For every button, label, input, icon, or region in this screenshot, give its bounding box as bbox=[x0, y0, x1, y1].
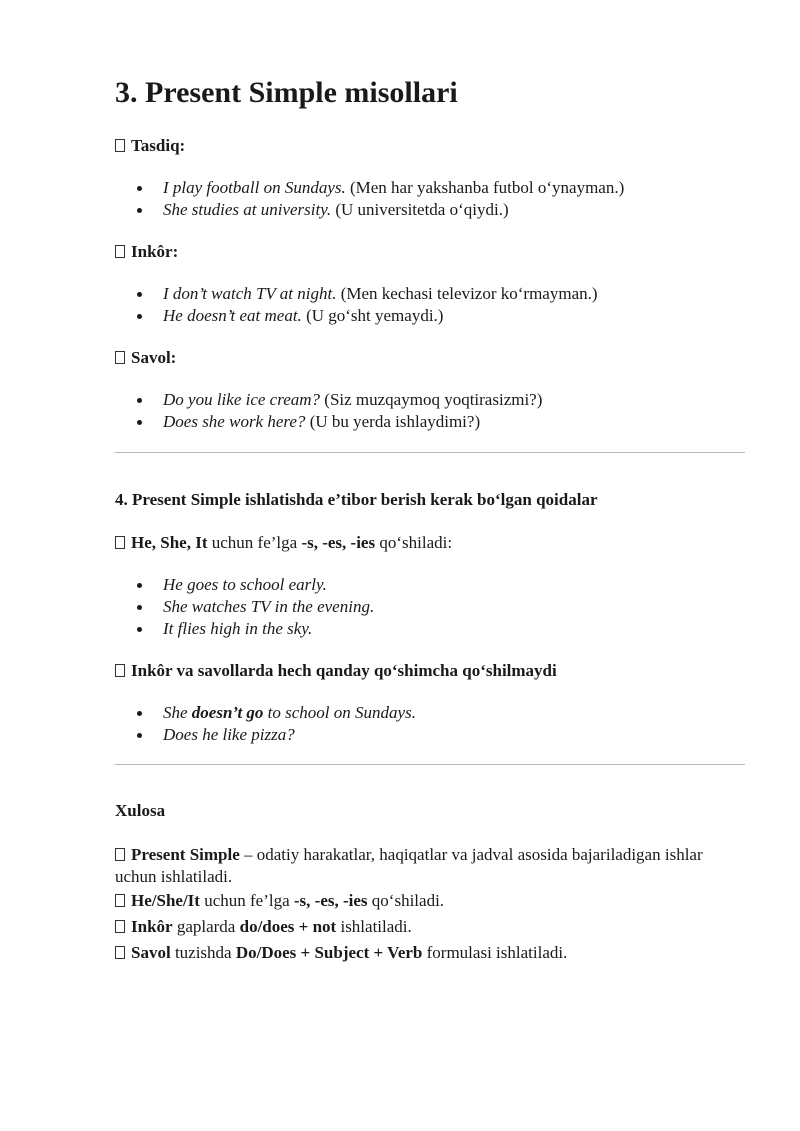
horizontal-divider bbox=[115, 764, 745, 765]
tasdiq-heading: Tasdiq: bbox=[115, 135, 185, 157]
rule-2-heading: Inkôr va savollarda hech qanday qo‘shimcha qo‘shilmaydi bbox=[115, 660, 557, 682]
summary-point-1: Present Simple – odatiy harakatlar, haqiqatlar va jadval asosida bajariladigan ishlar uchun ishlatiladi. bbox=[115, 845, 703, 886]
savol-heading: Savol: bbox=[115, 347, 176, 369]
bullet-icon bbox=[137, 627, 142, 632]
missing-glyph-icon bbox=[115, 245, 125, 258]
rule-1-text: He, She, It uchun fe’lga -s, -es, -ies qo‘shiladi: bbox=[115, 532, 452, 554]
bullet-icon bbox=[137, 398, 142, 403]
bullet-icon bbox=[137, 420, 142, 425]
summary-point-4: Savol tuzishda Do/Does + Subject + Verb formulasi ishlatiladi. bbox=[115, 942, 567, 964]
missing-glyph-icon bbox=[115, 664, 125, 677]
bullet-icon bbox=[137, 292, 142, 297]
missing-glyph-icon bbox=[115, 848, 125, 861]
missing-glyph-icon bbox=[115, 351, 125, 364]
horizontal-divider bbox=[115, 452, 745, 453]
missing-glyph-icon bbox=[115, 946, 125, 959]
bullet-icon bbox=[137, 314, 142, 319]
bullet-icon bbox=[137, 186, 142, 191]
bullet-icon bbox=[137, 733, 142, 738]
summary-point-2: He/She/It uchun fe’lga -s, -es, -ies qo‘shiladi. bbox=[115, 890, 444, 912]
missing-glyph-icon bbox=[115, 894, 125, 907]
bullet-icon bbox=[137, 711, 142, 716]
summary-heading: Xulosa bbox=[115, 801, 166, 820]
rules-heading: 4. Present Simple ishlatishda e’tibor berish kerak bo‘lgan qoidalar bbox=[115, 490, 598, 509]
inkor-heading: Inkôr: bbox=[115, 241, 178, 263]
missing-glyph-icon bbox=[115, 920, 125, 933]
page-title: 3. Present Simple misollari bbox=[115, 76, 458, 109]
missing-glyph-icon bbox=[115, 536, 125, 549]
summary-point-3: Inkôr gaplarda do/does + not ishlatiladi. bbox=[115, 916, 412, 938]
bullet-icon bbox=[137, 605, 142, 610]
bullet-icon bbox=[137, 583, 142, 588]
missing-glyph-icon bbox=[115, 139, 125, 152]
bullet-icon bbox=[137, 208, 142, 213]
